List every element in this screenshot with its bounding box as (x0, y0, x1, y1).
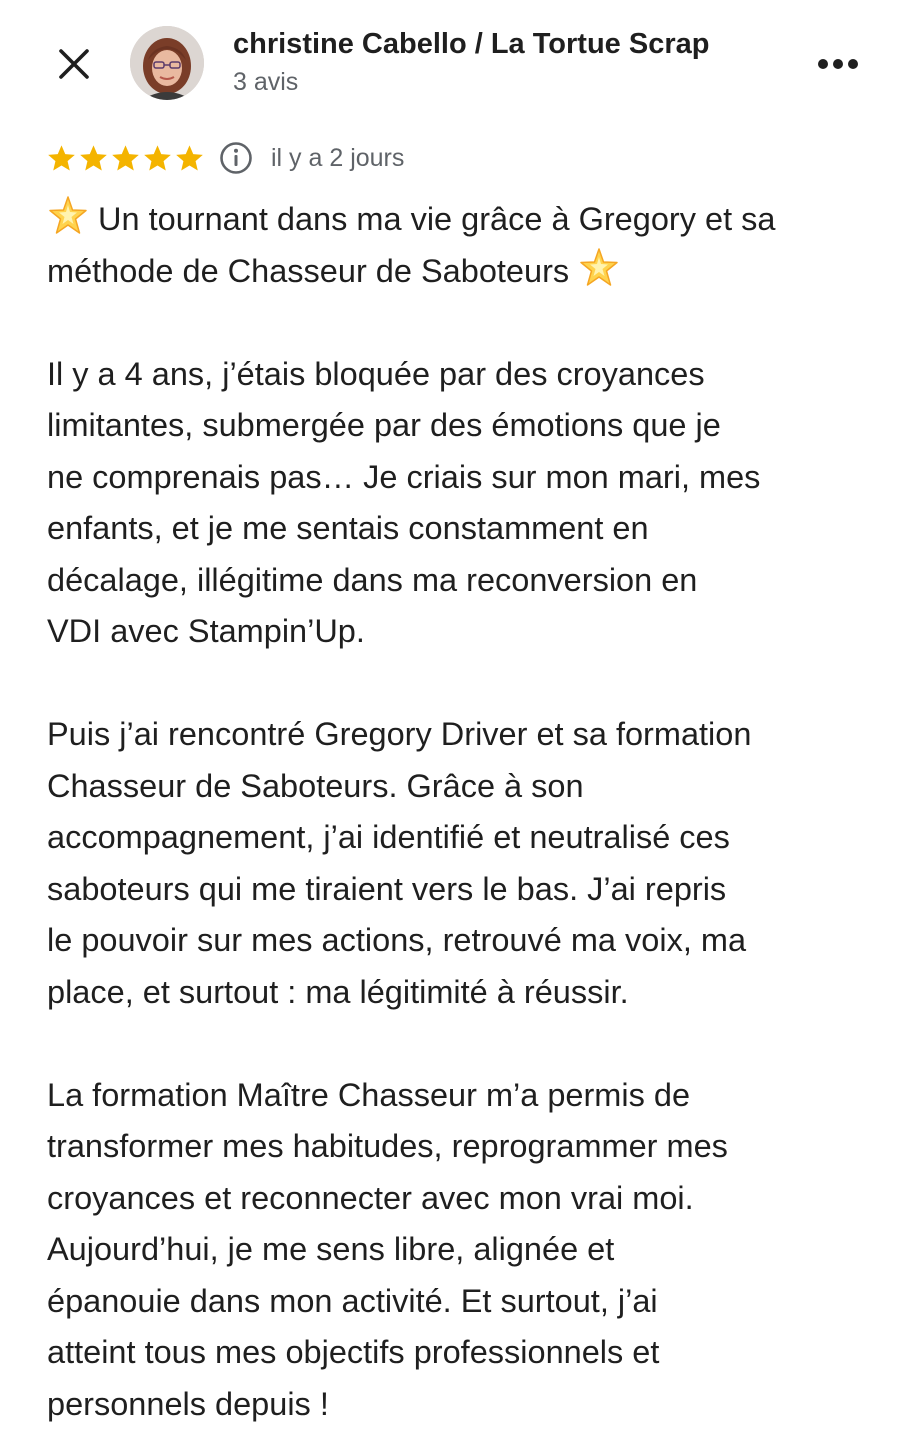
glowing-star-icon (578, 247, 620, 289)
star-rating (46, 143, 205, 174)
star-icon (110, 143, 141, 174)
review-header (0, 0, 913, 130)
review-paragraph-3: La formation Maître Chasseur m’a permis de transformer mes habitudes, reprogrammer mes croyances et reconnecter avec mon vrai moi. Aujourd’hui, je me sens libre, alignée et épanouie dans mon activité. Et surtout, j’ai atteint tous mes objectifs professionnels et personnels depuis ! (47, 1076, 728, 1422)
avatar[interactable] (130, 26, 204, 100)
rating-row (46, 140, 404, 176)
more-options-button[interactable] (812, 44, 864, 84)
more-options-icon (816, 57, 860, 71)
review-count[interactable]: 3 avis (233, 68, 299, 96)
star-icon (174, 143, 205, 174)
star-icon (78, 143, 109, 174)
star-icon (142, 143, 173, 174)
info-icon[interactable] (219, 141, 253, 175)
review-paragraph-1: Il y a 4 ans, j’étais bloquée par des croyances limitantes, submergée par des émotions que je ne comprenais pas… Je criais sur mon mari, mes enfants, et je me sentais constamment en décalage, illégitime dans ma reconversion en VDI avec Stampin’Up. (47, 355, 761, 649)
review-time: il y a 2 jours (271, 143, 405, 172)
glowing-star-icon (47, 195, 89, 237)
author-name[interactable]: christine Cabello / La Tortue Scrap (233, 28, 710, 60)
close-icon (57, 47, 91, 81)
review-paragraph-2: Puis j’ai rencontré Gregory Driver et sa formation Chasseur de Saboteurs. Grâce à son accompagnement, j’ai identifié et neutralisé ces saboteurs qui me tiraient vers le bas. J’ai repris le pouvoir sur mes actions, retrouvé ma voix, ma place, et surtout : ma légitimité à réussir. (47, 716, 752, 1010)
star-icon (46, 143, 77, 174)
review-title: Un tournant dans ma vie grâce à Gregory et sa méthode de Chasseur de Saboteurs (47, 201, 776, 289)
close-button[interactable] (50, 40, 98, 88)
review-text (47, 194, 887, 1430)
